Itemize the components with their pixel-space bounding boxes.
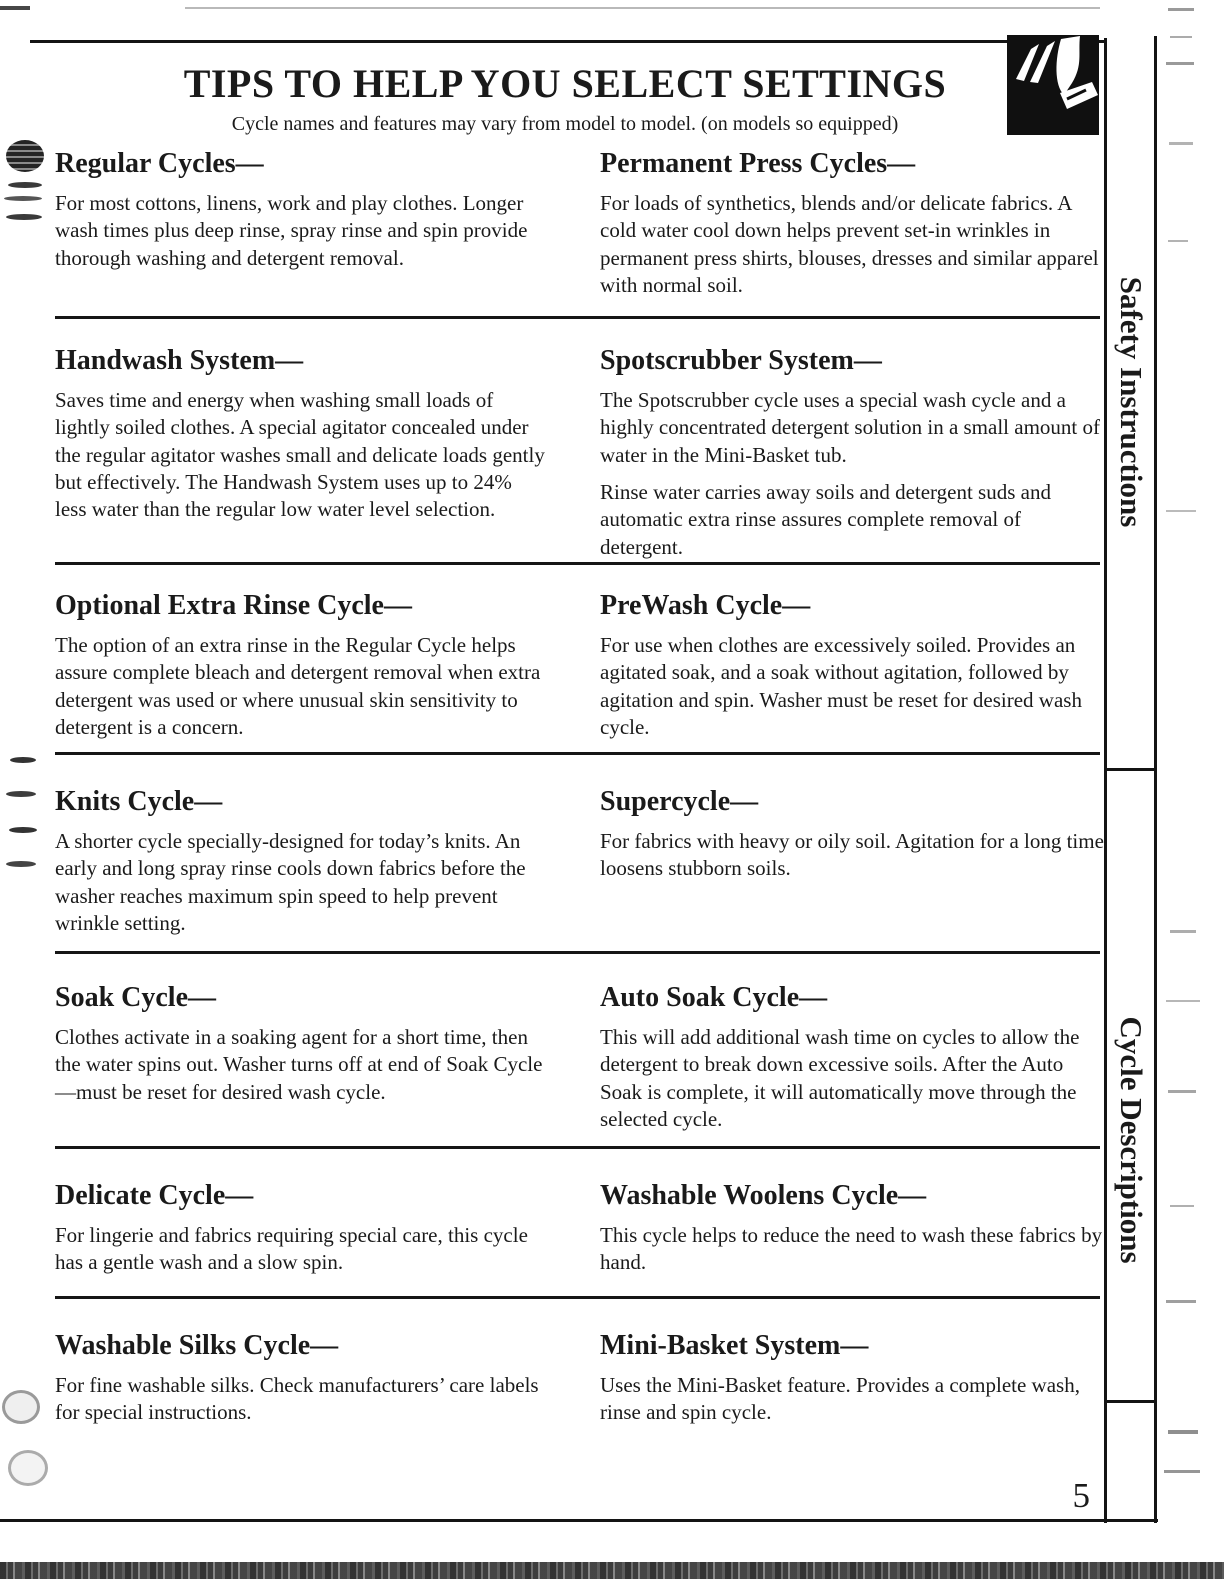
scan-artifact [1166,510,1196,512]
section-regular-cycles [55,148,545,272]
section-paragraph: This will add additional wash time on cycles to allow the detergent to break down excessive soils. After the Auto Soak is complete, it will automatically move through the selected cycle. [600,1025,1080,1132]
scan-artifact [0,6,30,10]
section-washable-woolens-cycle [600,1180,1105,1277]
section-heading: Supercycle— [600,786,759,817]
section-paragraph: Uses the Mini-Basket feature. Provides a complete wash, rinse and spin cycle. [600,1373,1080,1425]
scan-artifact [8,182,42,188]
scan-artifact [1168,1090,1196,1093]
section-handwash-system [55,345,545,524]
section-divider [55,562,1100,565]
scan-artifact [4,196,42,201]
section-heading: Spotscrubber System— [600,345,882,376]
section-paragraph: For use when clothes are excessively soiled. Provides an agitated soak, and a soak without agitation, followed by agitation and spin. Washer must be reset for desired wash cycle. [600,633,1082,740]
section-washable-silks-cycle [55,1330,545,1427]
scan-artifact [6,861,36,867]
section-permanent-press-cycles [600,148,1105,299]
section-paragraph: The option of an extra rinse in the Regular Cycle helps assure complete bleach and detergent removal when extra detergent was used or where unusual skin sensitivity to detergent is a concern. [55,633,541,740]
page-title: TIPS TO HELP YOU SELECT SETTINGS [183,61,947,106]
scan-artifact [6,140,44,172]
hand-pressing-button-icon [1007,35,1099,135]
section-paragraph: For loads of synthetics, blends and/or delicate fabrics. A cold water cool down helps prevent set-in wrinkles in permanent press shirts, blouses, dresses and similar apparel with normal soil. [600,191,1099,298]
section-heading: Permanent Press Cycles— [600,148,916,179]
tab-safety-instructions: Safety Instructions [1114,276,1149,528]
section-paragraph: A shorter cycle specially-designed for today’s knits. An early and long spray rinse cools down fabrics before the washer reaches maximum spin speed to help prevent wrinkle setting. [55,829,526,936]
section-divider [55,316,1100,319]
scan-artifact [8,1450,48,1486]
page-header [90,62,1040,136]
scan-artifact [1164,1470,1200,1473]
top-rule [30,40,1104,43]
section-heading: Delicate Cycle— [55,1180,254,1211]
section-paragraph: The Spotscrubber cycle uses a special wash cycle and a highly concentrated detergent solution in a small amount of water in the Mini-Basket tub. [600,388,1100,467]
scan-artifact [1170,36,1192,38]
section-divider [55,1146,1100,1149]
section-paragraph: For most cottons, linens, work and play clothes. Longer wash times plus deep rinse, spray rinse and spin provide thorough washing and detergent removal. [55,191,528,270]
section-auto-soak-cycle [600,982,1105,1133]
section-knits-cycle [55,786,545,937]
scan-artifact [1168,240,1188,242]
section-heading: Mini-Basket System— [600,1330,869,1361]
section-heading: Optional Extra Rinse Cycle— [55,590,412,621]
scan-artifact [9,827,37,833]
section-heading: Handwash System— [55,345,304,376]
scan-artifact [1166,62,1194,65]
scan-noise-band [0,1562,1224,1579]
section-divider [55,752,1100,755]
section-paragraph: This cycle helps to reduce the need to wash these fabrics by hand. [600,1223,1103,1275]
scan-artifact [1166,1000,1200,1002]
page-subtitle: Cycle names and features may vary from model to model. (on models so equipped) [231,113,899,135]
section-paragraph: Saves time and energy when washing small loads of lightly soiled clothes. A special agitator concealed under the regular agitator washes small and delicate loads gently but effectively. The Handwash System uses up to 24% less water than the regular low water level selection. [55,388,545,522]
page-number: 5 [1072,1476,1090,1515]
scan-artifact [6,214,42,220]
section-paragraph: Rinse water carries away soils and detergent suds and automatic extra rinse assures complete removal of detergent. [600,480,1051,559]
section-heading: Knits Cycle— [55,786,223,817]
section-delicate-cycle [55,1180,545,1277]
scan-artifact [1166,1300,1196,1303]
section-divider [55,951,1100,954]
section-supercycle [600,786,1105,883]
section-soak-cycle [55,982,545,1106]
tab-cycle-descriptions: Cycle Descriptions [1114,1016,1149,1264]
scan-hairline [185,7,1100,9]
scan-artifact [1168,1430,1198,1434]
section-heading: Auto Soak Cycle— [600,982,828,1013]
section-divider [55,1296,1100,1299]
scan-artifact [1169,142,1193,145]
section-paragraph: For fabrics with heavy or oily soil. Agitation for a long time loosens stubborn soils. [600,829,1104,881]
section-optional-extra-rinse-cycle [55,590,545,741]
scan-artifact [1168,8,1194,11]
scan-artifact [1170,1205,1194,1207]
section-heading: Washable Silks Cycle— [55,1330,339,1361]
sidebar-tab-divider [1104,768,1157,771]
section-heading: PreWash Cycle— [600,590,811,621]
scan-artifact [1170,930,1196,933]
section-prewash-cycle [600,590,1105,741]
scan-artifact [10,757,36,763]
bottom-rule [0,1519,1158,1522]
section-paragraph: For fine washable silks. Check manufacturers’ care labels for special instructions. [55,1373,539,1425]
section-heading: Soak Cycle— [55,982,216,1013]
scan-artifact [6,791,36,797]
section-heading: Washable Woolens Cycle— [600,1180,927,1211]
section-paragraph: For lingerie and fabrics requiring special care, this cycle has a gentle wash and a slow spin. [55,1223,528,1275]
section-mini-basket-system [600,1330,1105,1427]
section-paragraph: Clothes activate in a soaking agent for a short time, then the water spins out. Washer turns off at end of Soak Cycle—must be reset for desired wash cycle. [55,1025,543,1104]
section-heading: Regular Cycles— [55,148,264,179]
section-spotscrubber-system [600,345,1105,561]
scan-artifact [2,1390,40,1424]
